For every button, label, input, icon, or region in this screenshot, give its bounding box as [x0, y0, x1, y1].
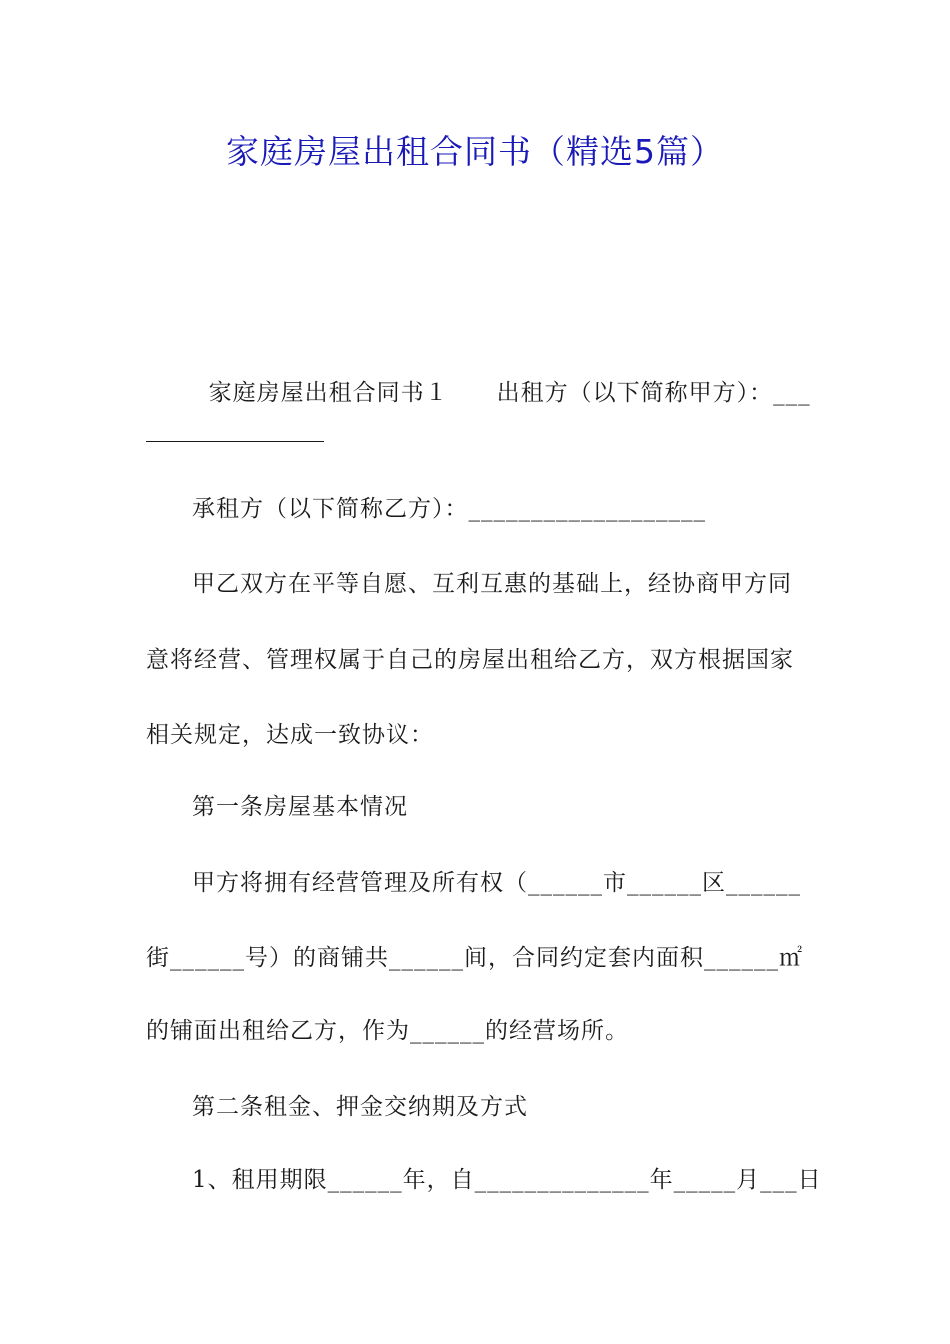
article2-item1: 1、租用期限______年，自______________年_____月___日 [192, 1167, 822, 1193]
lessor-blank-line [146, 441, 324, 442]
article1-line1: 甲方将拥有经营管理及所有权（______市______区______ [192, 870, 801, 896]
article2-title: 第二条租金、押金交纳期及方式 [192, 1094, 528, 1120]
article1-line2: 街______号）的商铺共______间，合同约定套内面积______㎡ [146, 945, 803, 971]
article1-title: 第一条房屋基本情况 [192, 794, 408, 820]
heading-line [192, 342, 811, 410]
article1-line3: 的铺面出租给乙方，作为______的经营场所。 [146, 1018, 629, 1044]
contract-subtitle: 家庭房屋出租合同书１ [208, 380, 449, 406]
para1-line3: 相关规定，达成一致协议： [146, 722, 434, 748]
lessor-field: 出租方（以下简称甲方）：___ [496, 380, 811, 406]
para1-line1: 甲乙双方在平等自愿、互利互惠的基础上，经协商甲方同 [192, 571, 792, 597]
lessee-field: 承租方（以下简称乙方）：___________________ [192, 496, 706, 522]
document-title: 家庭房屋出租合同书（精选5篇） [226, 132, 724, 171]
para1-line2: 意将经营、管理权属于自己的房屋出租给乙方，双方根据国家 [146, 647, 794, 673]
